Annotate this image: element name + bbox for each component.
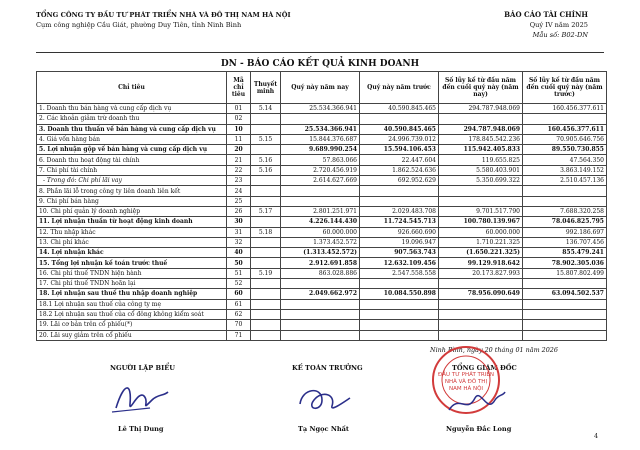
cell-ytd: 99.129.918.642 bbox=[439, 258, 523, 268]
svg-text:ĐẦU TƯ PHÁT TRIỂN: ĐẦU TƯ PHÁT TRIỂN bbox=[438, 372, 494, 378]
cell-note bbox=[251, 145, 281, 155]
cell-current bbox=[281, 186, 360, 196]
cell-current: 863.028.886 bbox=[281, 268, 360, 278]
table-row bbox=[37, 248, 607, 258]
cell-note bbox=[251, 258, 281, 268]
cell-ytd-previous: 855.479.241 bbox=[523, 248, 607, 258]
cell-item: 20. Lãi suy giảm trên cổ phiếu bbox=[37, 330, 227, 340]
cell-note bbox=[251, 330, 281, 340]
cell-item: 19. Lãi cơ bản trên cổ phiếu(*) bbox=[37, 320, 227, 330]
cell-code: 32 bbox=[227, 237, 251, 247]
cell-previous bbox=[360, 299, 439, 309]
cell-item: 12. Thu nhập khác bbox=[37, 227, 227, 237]
table-row bbox=[37, 186, 607, 196]
director-title: TỔNG GIÁM ĐỐC bbox=[452, 364, 517, 372]
cell-previous bbox=[360, 196, 439, 206]
table-row bbox=[37, 134, 607, 144]
cell-item: 1. Doanh thu bán hàng và cung cấp dịch vụ bbox=[37, 104, 227, 114]
cell-note: 5.18 bbox=[251, 227, 281, 237]
cell-ytd-previous: 78.046.825.795 bbox=[523, 217, 607, 227]
cell-ytd-previous: 2.510.457.136 bbox=[523, 176, 607, 186]
cell-current: 2.801.251.971 bbox=[281, 206, 360, 216]
cell-item: 11. Lợi nhuận thuần từ hoạt động kinh doanh bbox=[37, 217, 227, 227]
cell-item: 14. Lợi nhuận khác bbox=[37, 248, 227, 258]
cell-code: 24 bbox=[227, 186, 251, 196]
table-row bbox=[37, 299, 607, 309]
col-header-previous: Quý này năm trước bbox=[360, 72, 439, 104]
cell-code: 21 bbox=[227, 155, 251, 165]
cell-note: 5.16 bbox=[251, 155, 281, 165]
cell-item: 18.2 Lợi nhuận sau thuế của cổ đông không kiểm soát bbox=[37, 309, 227, 319]
cell-code: 01 bbox=[227, 104, 251, 114]
cell-ytd: 100.780.139.967 bbox=[439, 217, 523, 227]
table-row bbox=[37, 330, 607, 340]
company-header bbox=[36, 10, 291, 30]
cell-code: 62 bbox=[227, 309, 251, 319]
cell-note: 5.16 bbox=[251, 165, 281, 175]
cell-ytd-previous bbox=[523, 309, 607, 319]
cell-ytd bbox=[439, 309, 523, 319]
table-row bbox=[37, 237, 607, 247]
cell-current: 2.049.662.972 bbox=[281, 289, 360, 299]
accountant-signature bbox=[292, 380, 356, 420]
cell-code: 26 bbox=[227, 206, 251, 216]
table-row bbox=[37, 176, 607, 186]
cell-ytd-previous: 992.186.697 bbox=[523, 227, 607, 237]
cell-current: 1.373.452.572 bbox=[281, 237, 360, 247]
cell-item: 8. Phần lãi lỗ trong công ty liên doanh liên kết bbox=[37, 186, 227, 196]
cell-ytd-previous: 89.550.730.855 bbox=[523, 145, 607, 155]
cell-ytd: 1.710.221.325 bbox=[439, 237, 523, 247]
report-period: Quý IV năm 2025 bbox=[529, 21, 588, 29]
cell-current bbox=[281, 299, 360, 309]
preparer-signature bbox=[110, 378, 174, 420]
report-title: BÁO CÁO TÀI CHÍNH bbox=[504, 10, 588, 19]
page-number: 4 bbox=[594, 432, 599, 440]
accountant-title: KẾ TOÁN TRƯỞNG bbox=[292, 364, 363, 372]
cell-previous: 24.996.739.012 bbox=[360, 134, 439, 144]
cell-ytd: 78.956.090.649 bbox=[439, 289, 523, 299]
cell-ytd: 115.942.405.833 bbox=[439, 145, 523, 155]
cell-previous bbox=[360, 320, 439, 330]
table-row bbox=[37, 206, 607, 216]
cell-current: 25.534.366.941 bbox=[281, 124, 360, 134]
cell-ytd: 119.655.825 bbox=[439, 155, 523, 165]
col-header-note: Thuyết minh bbox=[251, 72, 281, 104]
cell-ytd-previous bbox=[523, 320, 607, 330]
cell-ytd-previous: 78.902.305.036 bbox=[523, 258, 607, 268]
cell-item: 6. Doanh thu hoạt động tài chính bbox=[37, 155, 227, 165]
table-row bbox=[37, 114, 607, 124]
table-row bbox=[37, 196, 607, 206]
cell-code: 50 bbox=[227, 258, 251, 268]
cell-previous bbox=[360, 330, 439, 340]
cell-code: 10 bbox=[227, 124, 251, 134]
cell-code: 31 bbox=[227, 227, 251, 237]
cell-note bbox=[251, 124, 281, 134]
cell-item: 18.1 Lợi nhuận sau thuế của công ty mẹ bbox=[37, 299, 227, 309]
form-code: Mẫu số: B02-DN bbox=[532, 31, 588, 39]
cell-note bbox=[251, 176, 281, 186]
cell-code: 51 bbox=[227, 268, 251, 278]
cell-item: 7. Chi phí tài chính bbox=[37, 165, 227, 175]
cell-ytd-previous: 63.094.502.537 bbox=[523, 289, 607, 299]
cell-previous bbox=[360, 279, 439, 289]
cell-previous bbox=[360, 309, 439, 319]
cell-note: 5.17 bbox=[251, 206, 281, 216]
header-divider bbox=[36, 52, 604, 53]
cell-ytd bbox=[439, 114, 523, 124]
cell-note bbox=[251, 114, 281, 124]
cell-ytd-previous: 47.564.350 bbox=[523, 155, 607, 165]
preparer-title: NGƯỜI LẬP BIỂU bbox=[110, 364, 175, 372]
cell-ytd: 294.787.948.069 bbox=[439, 104, 523, 114]
cell-current bbox=[281, 279, 360, 289]
cell-code: 52 bbox=[227, 279, 251, 289]
table-row bbox=[37, 145, 607, 155]
cell-note bbox=[251, 309, 281, 319]
cell-previous: 2.029.483.708 bbox=[360, 206, 439, 216]
cell-ytd bbox=[439, 196, 523, 206]
cell-current: 4.226.144.430 bbox=[281, 217, 360, 227]
cell-ytd: 5.350.699.322 bbox=[439, 176, 523, 186]
preparer-name: Lê Thị Dung bbox=[118, 425, 164, 433]
cell-previous: 1.862.524.636 bbox=[360, 165, 439, 175]
cell-ytd: 20.173.827.993 bbox=[439, 268, 523, 278]
table-row bbox=[37, 227, 607, 237]
cell-previous: 926.660.690 bbox=[360, 227, 439, 237]
cell-ytd-previous bbox=[523, 299, 607, 309]
cell-ytd-previous bbox=[523, 330, 607, 340]
cell-current: 9.689.990.254 bbox=[281, 145, 360, 155]
cell-note bbox=[251, 248, 281, 258]
svg-text:NAM HÀ NỘI: NAM HÀ NỘI bbox=[448, 386, 484, 392]
cell-ytd-previous bbox=[523, 196, 607, 206]
cell-ytd: 60.000.000 bbox=[439, 227, 523, 237]
cell-item: - Trong đó: Chi phí lãi vay bbox=[37, 176, 227, 186]
cell-current: (1.313.452.572) bbox=[281, 248, 360, 258]
cell-previous: 40.590.845.465 bbox=[360, 104, 439, 114]
cell-ytd-previous: 136.707.456 bbox=[523, 237, 607, 247]
cell-current bbox=[281, 320, 360, 330]
cell-current bbox=[281, 309, 360, 319]
cell-item: 3. Doanh thu thuần về bán hàng và cung cấp dịch vụ bbox=[37, 124, 227, 134]
cell-ytd-previous: 7.688.320.258 bbox=[523, 206, 607, 216]
cell-current bbox=[281, 196, 360, 206]
cell-current bbox=[281, 330, 360, 340]
col-header-item: Chỉ tiêu bbox=[37, 72, 227, 104]
company-address: Cụm công nghiệp Cầu Giát, phường Duy Tiên, tỉnh Ninh Bình bbox=[36, 21, 242, 29]
cell-code: 40 bbox=[227, 248, 251, 258]
col-header-ytd-previous: Số lũy kế từ đầu năm đến cuối quý này (năm trước) bbox=[523, 72, 607, 104]
cell-item: 5. Lợi nhuận gộp về bán hàng và cung cấp dịch vụ bbox=[37, 145, 227, 155]
cell-item: 17. Chi phí thuế TNDN hoãn lại bbox=[37, 279, 227, 289]
cell-code: 25 bbox=[227, 196, 251, 206]
cell-previous: 11.724.545.713 bbox=[360, 217, 439, 227]
cell-note bbox=[251, 186, 281, 196]
cell-note bbox=[251, 279, 281, 289]
cell-ytd-previous: 70.905.646.756 bbox=[523, 134, 607, 144]
cell-code: 20 bbox=[227, 145, 251, 155]
company-name: TỔNG CÔNG TY ĐẦU TƯ PHÁT TRIỂN NHÀ VÀ ĐÔ THỊ NAM HÀ NỘI bbox=[36, 11, 291, 19]
table-row bbox=[37, 124, 607, 134]
cell-code: 11 bbox=[227, 134, 251, 144]
director-signature bbox=[445, 384, 507, 422]
cell-item: 15. Tổng lợi nhuận kế toán trước thuế bbox=[37, 258, 227, 268]
cell-note bbox=[251, 196, 281, 206]
cell-code: 23 bbox=[227, 176, 251, 186]
cell-current: 15.844.376.687 bbox=[281, 134, 360, 144]
cell-ytd: 178.845.542.236 bbox=[439, 134, 523, 144]
cell-ytd bbox=[439, 279, 523, 289]
cell-current bbox=[281, 114, 360, 124]
cell-ytd: 9.701.517.790 bbox=[439, 206, 523, 216]
cell-note: 5.15 bbox=[251, 134, 281, 144]
report-header bbox=[504, 10, 588, 40]
table-row bbox=[37, 279, 607, 289]
cell-ytd-previous: 160.456.377.611 bbox=[523, 104, 607, 114]
cell-ytd-previous bbox=[523, 186, 607, 196]
cell-previous: 692.952.629 bbox=[360, 176, 439, 186]
cell-item: 10. Chi phí quản lý doanh nghiệp bbox=[37, 206, 227, 216]
cell-previous: 40.590.845.465 bbox=[360, 124, 439, 134]
cell-item: 18. Lợi nhuận sau thuế thu nhập doanh nghiệp bbox=[37, 289, 227, 299]
svg-text:NHÀ VÀ ĐÔ THỊ: NHÀ VÀ ĐÔ THỊ bbox=[444, 379, 488, 385]
accountant-name: Tạ Ngọc Nhất bbox=[298, 425, 349, 433]
report-date: Ninh Bình, ngày 20 tháng 01 năm 2026 bbox=[430, 346, 558, 354]
cell-code: 70 bbox=[227, 320, 251, 330]
cell-current: 2.614.627.669 bbox=[281, 176, 360, 186]
table-row bbox=[37, 165, 607, 175]
cell-ytd: 5.580.403.901 bbox=[439, 165, 523, 175]
cell-note bbox=[251, 289, 281, 299]
cell-ytd: (1.650.221.325) bbox=[439, 248, 523, 258]
cell-current: 2.912.691.858 bbox=[281, 258, 360, 268]
cell-ytd bbox=[439, 320, 523, 330]
col-header-ytd: Số lũy kế từ đầu năm đến cuối quý này (năm nay) bbox=[439, 72, 523, 104]
cell-previous: 10.084.550.898 bbox=[360, 289, 439, 299]
cell-code: 71 bbox=[227, 330, 251, 340]
cell-current: 57.863.066 bbox=[281, 155, 360, 165]
cell-current: 60.000.000 bbox=[281, 227, 360, 237]
cell-previous: 19.096.947 bbox=[360, 237, 439, 247]
cell-ytd bbox=[439, 186, 523, 196]
cell-note bbox=[251, 320, 281, 330]
cell-item: 16. Chi phí thuế TNDN hiện hành bbox=[37, 268, 227, 278]
table-row bbox=[37, 258, 607, 268]
cell-previous: 12.632.109.456 bbox=[360, 258, 439, 268]
table-row bbox=[37, 104, 607, 114]
table-row bbox=[37, 268, 607, 278]
cell-item: 9. Chi phí bán hàng bbox=[37, 196, 227, 206]
table-row bbox=[37, 320, 607, 330]
col-header-current: Quý này năm nay bbox=[281, 72, 360, 104]
table-row bbox=[37, 217, 607, 227]
cell-code: 02 bbox=[227, 114, 251, 124]
income-statement-table bbox=[36, 71, 607, 341]
cell-note bbox=[251, 299, 281, 309]
cell-ytd-previous: 160.456.377.611 bbox=[523, 124, 607, 134]
cell-note: 5.14 bbox=[251, 104, 281, 114]
cell-code: 60 bbox=[227, 289, 251, 299]
cell-item: 2. Các khoản giảm trừ doanh thu bbox=[37, 114, 227, 124]
cell-ytd-previous: 3.863.149.152 bbox=[523, 165, 607, 175]
cell-current: 2.720.456.919 bbox=[281, 165, 360, 175]
cell-previous: 907.563.743 bbox=[360, 248, 439, 258]
cell-code: 61 bbox=[227, 299, 251, 309]
page-title: DN - BÁO CÁO KẾT QUẢ KINH DOANH bbox=[220, 59, 420, 69]
cell-note: 5.19 bbox=[251, 268, 281, 278]
table-header-row bbox=[37, 72, 607, 104]
cell-previous: 2.547.558.558 bbox=[360, 268, 439, 278]
cell-item: 4. Giá vốn hàng bán bbox=[37, 134, 227, 144]
table-row bbox=[37, 309, 607, 319]
cell-code: 30 bbox=[227, 217, 251, 227]
cell-ytd bbox=[439, 299, 523, 309]
col-header-code: Mã chỉ tiêu bbox=[227, 72, 251, 104]
cell-code: 22 bbox=[227, 165, 251, 175]
cell-previous: 15.594.106.453 bbox=[360, 145, 439, 155]
cell-current: 25.534.366.941 bbox=[281, 104, 360, 114]
cell-previous bbox=[360, 114, 439, 124]
cell-note bbox=[251, 237, 281, 247]
cell-ytd: 294.787.948.069 bbox=[439, 124, 523, 134]
cell-ytd bbox=[439, 330, 523, 340]
cell-ytd-previous bbox=[523, 279, 607, 289]
cell-item: 13. Chi phí khác bbox=[37, 237, 227, 247]
director-name: Nguyễn Đắc Long bbox=[446, 425, 512, 433]
cell-note bbox=[251, 217, 281, 227]
table-row bbox=[37, 155, 607, 165]
cell-previous: 22.447.604 bbox=[360, 155, 439, 165]
cell-previous bbox=[360, 186, 439, 196]
cell-ytd-previous bbox=[523, 114, 607, 124]
cell-ytd-previous: 15.807.802.499 bbox=[523, 268, 607, 278]
table-row bbox=[37, 289, 607, 299]
